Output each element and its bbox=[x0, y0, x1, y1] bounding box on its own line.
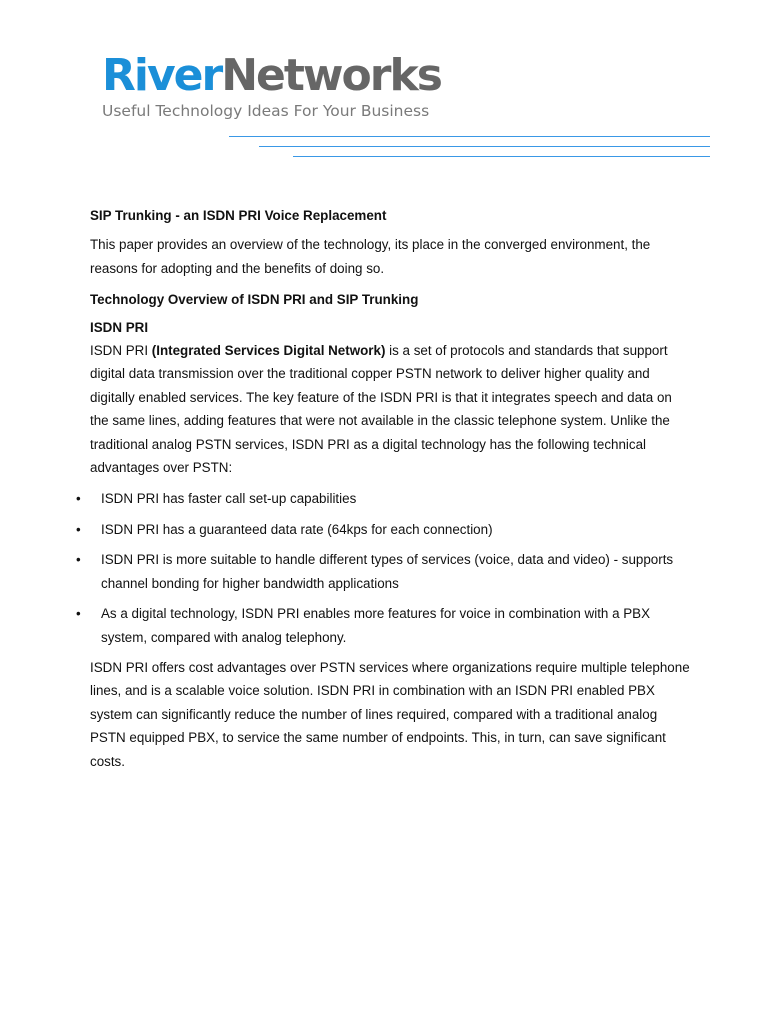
isdn-paragraph-rest: is a set of protocols and standards that support digital data transmission over the traditional copper PSTN network to deliver higher quality and digitally enabled services. The key feature of the ISDN PRI is that it integrates speech and data on the same lines, adding features that were not available in the classic telephone system. Unlike the traditional analog PSTN services, ISDN PRI as a digital technology has the following technical advantages over PSTN: bbox=[90, 343, 672, 476]
logo-tagline: Useful Technology Ideas For Your Business bbox=[102, 102, 430, 120]
logo-networks-text: Networks bbox=[221, 50, 441, 101]
header-rule-3 bbox=[293, 156, 710, 157]
header-rule-2 bbox=[259, 146, 710, 147]
logo-wordmark bbox=[102, 52, 441, 100]
list-item-text: ISDN PRI has a guaranteed data rate (64kps for each connection) bbox=[101, 521, 493, 537]
overview-heading: Technology Overview of ISDN PRI and SIP Trunking bbox=[90, 292, 419, 308]
bullet-icon: • bbox=[76, 552, 81, 568]
list-item bbox=[76, 518, 690, 541]
list-item-text: ISDN PRI has faster call set-up capabilities bbox=[101, 491, 357, 507]
bullet-icon: • bbox=[76, 521, 81, 537]
logo-river-text: River bbox=[102, 50, 222, 101]
bullet-icon: • bbox=[76, 606, 81, 622]
isdn-heading: ISDN PRI bbox=[90, 319, 149, 335]
isdn-paragraph-bold: (Integrated Services Digital Network) bbox=[151, 343, 386, 359]
isdn-paragraph bbox=[90, 339, 690, 479]
advantages-list bbox=[76, 487, 690, 648]
intro-paragraph: This paper provides an overview of the technology, its place in the converged environment, the reasons for adopting and the benefits of doing so. bbox=[90, 237, 651, 276]
header-rule-1 bbox=[229, 136, 710, 137]
company-logo bbox=[102, 52, 441, 120]
isdn-paragraph-lead: ISDN PRI bbox=[90, 343, 152, 359]
list-item bbox=[76, 487, 690, 510]
bullet-icon: • bbox=[76, 491, 81, 507]
list-item-text: ISDN PRI is more suitable to handle different types of services (voice, data and video) - supports channel bonding for higher bandwidth applications bbox=[101, 552, 674, 591]
document-title: SIP Trunking - an ISDN PRI Voice Replacement bbox=[90, 208, 387, 223]
list-item-text: As a digital technology, ISDN PRI enables more features for voice in combination with a PBX system, compared with analog telephony. bbox=[101, 606, 651, 645]
list-item bbox=[76, 602, 690, 649]
closing-paragraph: ISDN PRI offers cost advantages over PSTN services where organizations require multiple telephone lines, and is a scalable voice solution. ISDN PRI in combination with an ISDN PRI enabled PBX system can significantly reduce the number of lines required, compared with a traditional analog PSTN equipped PBX, to service the same number of endpoints. This, in turn, can save significant costs. bbox=[90, 659, 690, 769]
document-body bbox=[76, 204, 690, 773]
list-item bbox=[76, 548, 690, 595]
